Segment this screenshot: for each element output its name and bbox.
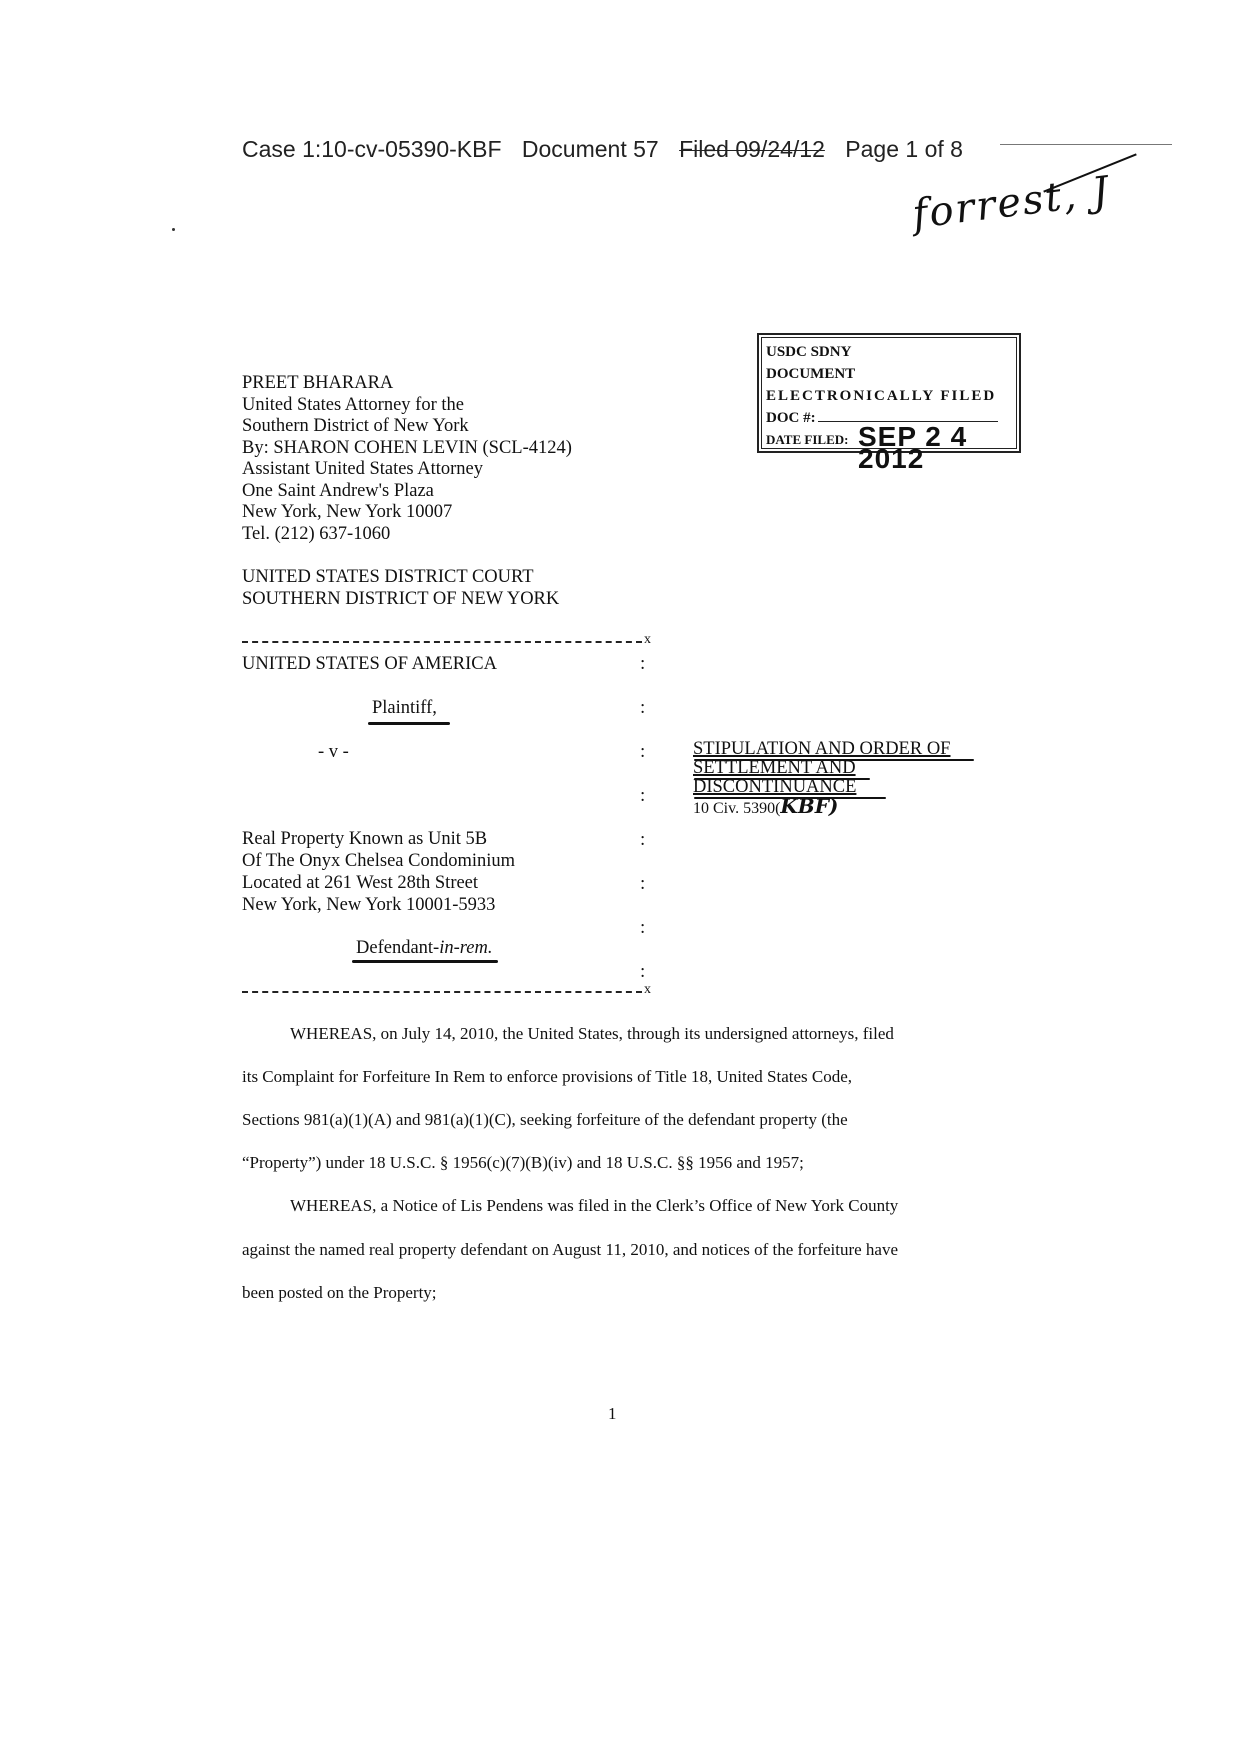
title-underline [694, 778, 870, 780]
stamp-date-label: DATE FILED: [766, 432, 849, 447]
stamp-date: SEP 2 4 2012 [858, 421, 968, 474]
title-underline [694, 797, 886, 799]
filed-date: Filed 09/24/12 [679, 136, 825, 162]
versus-mark: - v - [318, 742, 349, 762]
title-underline [694, 759, 974, 761]
defendant-line: New York, New York 10001-5933 [242, 895, 496, 915]
page-number: 1 [608, 1404, 617, 1423]
header-rule [1000, 144, 1172, 145]
plaintiff-underline [368, 722, 450, 725]
attorney-line: New York, New York 10007 [242, 502, 453, 522]
attorney-line: PREET BHARARA [242, 373, 394, 393]
stamp-doc-number-blank [818, 407, 998, 422]
paragraph-1-line: WHEREAS, on July 14, 2010, the United States, through its undersigned attorneys, filed [290, 1024, 894, 1043]
civil-number-handwritten: KBF) [780, 794, 839, 818]
handwritten-note: forrest, J [909, 168, 1113, 238]
paragraph-2-line: against the named real property defendant on August 11, 2010, and notices of the forfeiture have [242, 1240, 899, 1259]
civil-number-printed: 10 Civ. 5390( [693, 800, 781, 817]
attorney-line: United States Attorney for the [242, 394, 464, 415]
stamp-doc-number-label: DOC #: [766, 410, 816, 426]
defendant-line: Of The Onyx Chelsea Condominium [242, 851, 516, 871]
caption-colon: : [640, 741, 646, 762]
defendant-line: Located at 261 West 28th Street [242, 873, 479, 893]
caption-colon: : [640, 697, 646, 718]
stamp-court: USDC SDNY [766, 344, 852, 360]
title-line: SETTLEMENT AND [693, 758, 856, 778]
defendant-label-prefix: Defendant- [356, 938, 440, 958]
caption-colon: : [640, 653, 646, 674]
paragraph-1-line: Sections 981(a)(1)(A) and 981(a)(1)(C), seeking forfeiture of the defendant property (the [242, 1110, 848, 1129]
court-name: UNITED STATES DISTRICT COURT [242, 567, 534, 587]
court-district: SOUTHERN DISTRICT OF NEW YORK [242, 588, 560, 609]
attorney-block [242, 373, 572, 545]
filing-stamp [757, 333, 1021, 474]
defendant-label-in-rem: in-rem. [439, 938, 493, 958]
document-number: Document 57 [521, 136, 659, 162]
plaintiff-label: Plaintiff, [372, 698, 437, 718]
caption-top-rule [242, 641, 642, 643]
paragraph-2-line: been posted on the Property; [242, 1283, 437, 1302]
title-line: DISCONTINUANCE [693, 777, 857, 797]
caption-colon: : [640, 961, 646, 982]
case-number: Case 1:10-cv-05390-KBF [242, 136, 502, 162]
title-line: STIPULATION AND ORDER OF [693, 739, 951, 759]
ecf-header [242, 136, 977, 163]
caption-colon: : [640, 873, 646, 894]
stray-mark [172, 228, 175, 231]
caption-bottom-rule [242, 991, 642, 993]
defendant-label [356, 938, 492, 960]
paragraph-1-line: “Property”) under 18 U.S.C. § 1956(c)(7)(B)(iv) and 18 U.S.C. §§ 1956 and 1957; [242, 1153, 804, 1172]
attorney-line: Southern District of New York [242, 416, 469, 436]
attorney-line: By: SHARON COHEN LEVIN (SCL-4124) [242, 437, 572, 458]
paragraph-1-line: its Complaint for Forfeiture In Rem to enforce provisions of Title 18, United States Code, [242, 1067, 853, 1086]
caption-colon: : [640, 785, 646, 806]
defendant-underline [352, 960, 498, 963]
attorney-line: One Saint Andrew's Plaza [242, 480, 434, 501]
paragraph-2-line: WHEREAS, a Notice of Lis Pendens was filed in the Clerk’s Office of New York County [290, 1196, 899, 1215]
stamp-electronically-filed: ELECTRONICALLY FILED [766, 388, 997, 404]
civil-number [693, 794, 950, 818]
caption-colon: : [640, 829, 646, 850]
caption-x-mark: x [644, 632, 651, 647]
attorney-line: Assistant United States Attorney [242, 459, 483, 479]
plaintiff-name: UNITED STATES OF AMERICA [242, 654, 497, 674]
stamp-document: DOCUMENT [766, 366, 856, 382]
caption-colon: : [640, 917, 646, 938]
attorney-line: Tel. (212) 637-1060 [242, 523, 391, 544]
defendant-line: Real Property Known as Unit 5B [242, 829, 488, 849]
court-heading [242, 567, 559, 610]
page-count: Page 1 of 8 [845, 136, 963, 162]
caption-x-mark: x [644, 982, 651, 997]
